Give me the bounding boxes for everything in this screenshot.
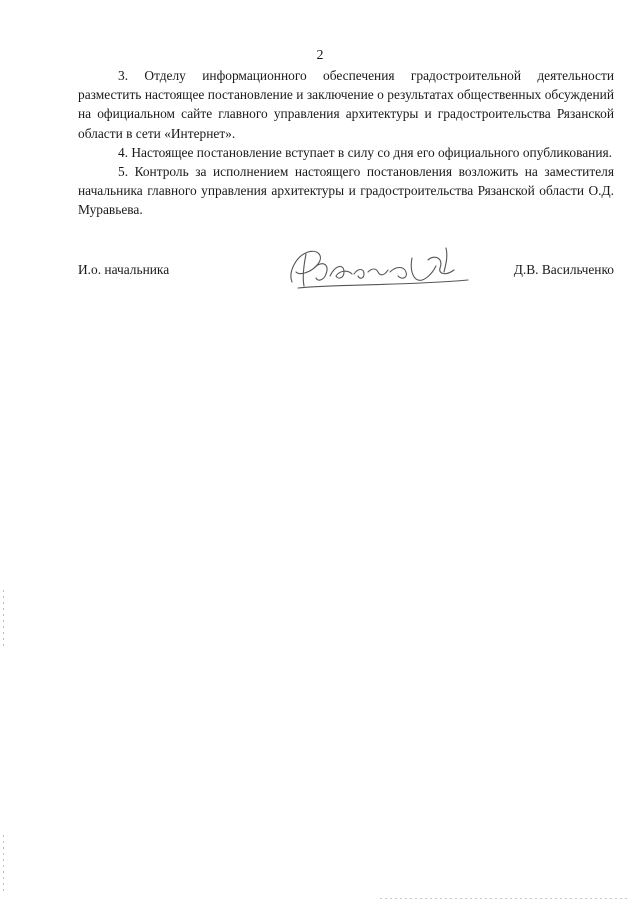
scan-bottom-mark xyxy=(380,898,630,899)
paragraph-4: 4. Настоящее постановление вступает в силу со дня его официального опубликования. xyxy=(118,144,612,160)
scan-edge-mark xyxy=(3,835,4,895)
page-number: 2 xyxy=(316,48,324,63)
signatory-role: И.о. начальника xyxy=(78,262,170,277)
paragraph-5: 5. Контроль за исполнением настоящего постановления возложить на заместителя начальника главного управления архитектуры и градостроительства Рязанской области О.Д. Муравьева. xyxy=(78,164,614,218)
handwritten-signature xyxy=(278,242,478,294)
signature-block xyxy=(78,252,614,292)
paragraph-3: 3. Отделу информационного обеспечения градостроительной деятельности разместить настоящее постановление и заключение о результатах общественных обсуждений на официальном сайте главного управления архитектуры и градостроительства Рязанской области в сети «Интернет». xyxy=(78,68,614,141)
scan-edge-mark xyxy=(3,590,4,650)
signatory-name: Д.В. Васильченко xyxy=(513,262,614,277)
document-body xyxy=(78,66,614,220)
